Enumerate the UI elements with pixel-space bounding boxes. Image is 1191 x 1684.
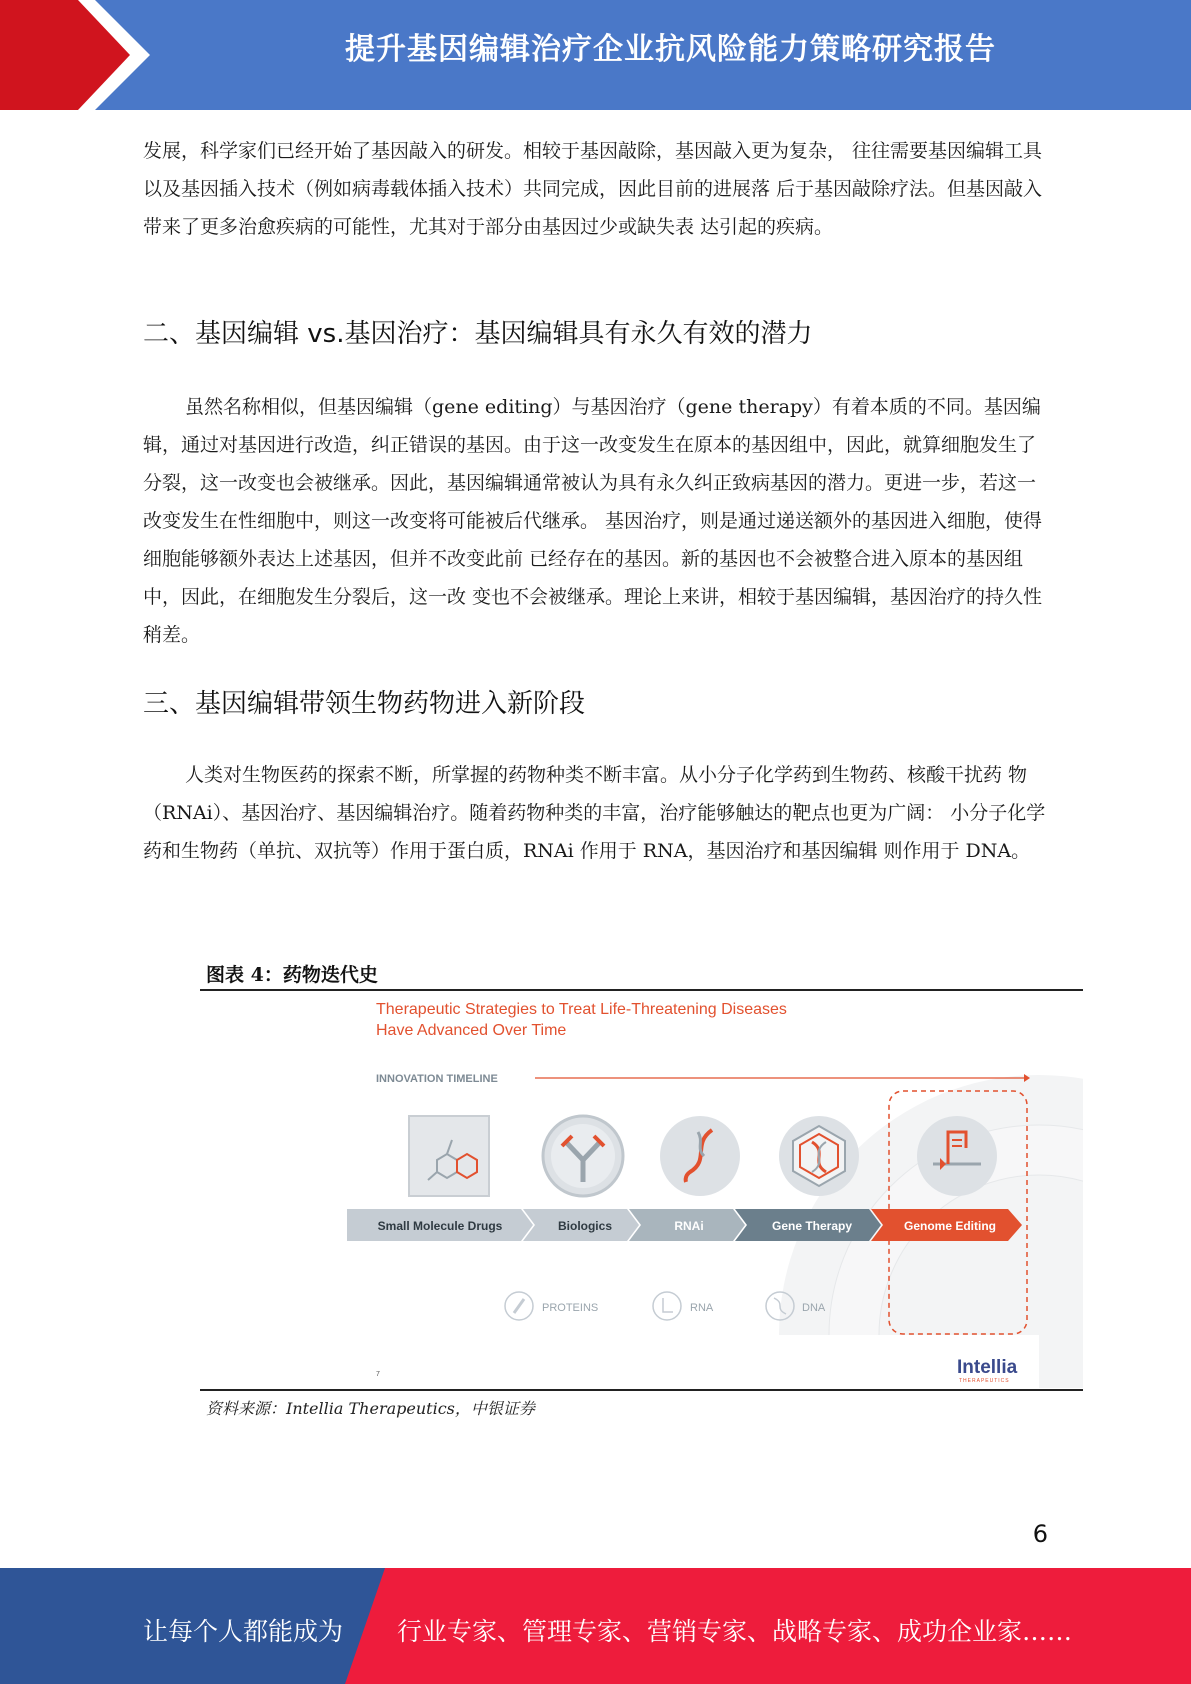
svg-text:PROTEINS: PROTEINS: [542, 1302, 599, 1314]
paragraph-editing-vs-therapy: 虽然名称相似，但基因编辑（gene editing）与基因治疗（gene therapy）有着本质的不同。基因编辑，通过对基因进行改造，纠正错误的基因。由于这一改变发生在原本的基因组中，因此，就算细胞发生了分裂，这一改变也会被继承。因此，基因编辑通常被认为具有永久纠正致病基因的潜力。更进一步，若这一改变发生在性细胞中，则这一改变将可能被后代继承。 基因治疗，则是通过递送额外的基因进入细胞，使得细胞能够额外表达上述基因，但并不改变此前 已经存在的基因。新的基因也不会被整合进入原本的基因组中，因此，在细胞发生分裂后，这一改 变也不会被继承。理论上来讲，相较于基因编辑，基因治疗的持久性稍差。: [143, 396, 1043, 646]
header-title: 提升基因编辑治疗企业抗风险能力策略研究报告: [345, 32, 996, 67]
svg-text:Genome Editing: Genome Editing: [903, 1219, 997, 1233]
figure-caption: 图表 4：药物迭代史: [206, 964, 378, 986]
paragraph-gene-knockin: 发展，科学家们已经开始了基因敲入的研发。相较于基因敲除，基因敲入更为复杂， 往往需要基因编辑工具以及基因插入技术（例如病毒载体插入技术）共同完成，因此目前的进展落 后于基因敲除疗法。但基因敲入带来了更多治愈疾病的可能性，尤其对于部分由基因过少或缺失表 达引起的疾病。: [143, 140, 1043, 238]
antibody-icon: [543, 1116, 623, 1196]
stage-chevron-biologics: [523, 1209, 639, 1241]
svg-text:Intellia: Intellia: [957, 1357, 1018, 1378]
footer-slogan-right: 行业专家、管理专家、营销专家、战略专家、成功企业家……: [397, 1617, 1073, 1646]
slide-title-line1: Therapeutic Strategies to Treat Life-Threatening Diseases: [376, 1001, 787, 1018]
rna-icon: [660, 1116, 740, 1196]
figure-drug-timeline: [200, 992, 1083, 1388]
stage-chevron-rnai: [629, 1209, 745, 1241]
svg-text:Gene Therapy: Gene Therapy: [771, 1219, 853, 1233]
svg-text:DNA: DNA: [802, 1302, 826, 1314]
timeline-label: INNOVATION TIMELINE: [376, 1073, 498, 1085]
intellia-logo: [957, 1357, 1018, 1384]
molecule-icon: [409, 1116, 489, 1196]
paragraph-drug-evolution: 人类对生物医药的探索不断，所掌握的药物种类不断丰富。从小分子化学药到生物药、核酸干扰药 物（RNAi）、基因治疗、基因编辑治疗。随着药物种类的丰富，治疗能够触达的靶点也更为广阔： 小分子化学药和生物药（单抗、双抗等）作用于蛋白质，RNAi 作用于 RNA，基因治疗和基因编辑 则作用于 DNA。: [143, 764, 1046, 862]
slide-title-line2: Have Advanced Over Time: [376, 1022, 567, 1039]
svg-text:Small Molecule Drugs: Small Molecule Drugs: [377, 1219, 503, 1233]
stage-chevron-gene-therapy: [735, 1209, 881, 1241]
slide-page-number: 7: [376, 1371, 380, 1378]
stage-chevron-small-molecule: [347, 1209, 533, 1241]
footer-slogan-left: 让每个人都能成为: [143, 1617, 344, 1646]
svg-text:Biologics: Biologics: [557, 1219, 613, 1233]
figure-bottom-rule: [200, 1389, 1083, 1391]
page-number: 6: [1032, 1520, 1048, 1548]
figure-top-rule: [200, 989, 1083, 991]
dna-hexagon-icon: [779, 1116, 859, 1196]
figure-source: 资料来源：Intellia Therapeutics，中银证券: [206, 1399, 535, 1418]
svg-text:RNA: RNA: [690, 1302, 714, 1314]
svg-text:RNAi: RNAi: [674, 1219, 704, 1233]
section-heading-2: 二、基因编辑 vs.基因治疗：基因编辑具有永久有效的潜力: [143, 319, 813, 349]
header-arrow-decoration: [0, 0, 160, 110]
section-heading-3: 三、基因编辑带领生物药物进入新阶段: [143, 689, 586, 719]
svg-text:THERAPEUTICS: THERAPEUTICS: [959, 1378, 1010, 1384]
stage-chevron-genome-editing: [871, 1209, 1022, 1241]
page-header: [0, 0, 1191, 110]
